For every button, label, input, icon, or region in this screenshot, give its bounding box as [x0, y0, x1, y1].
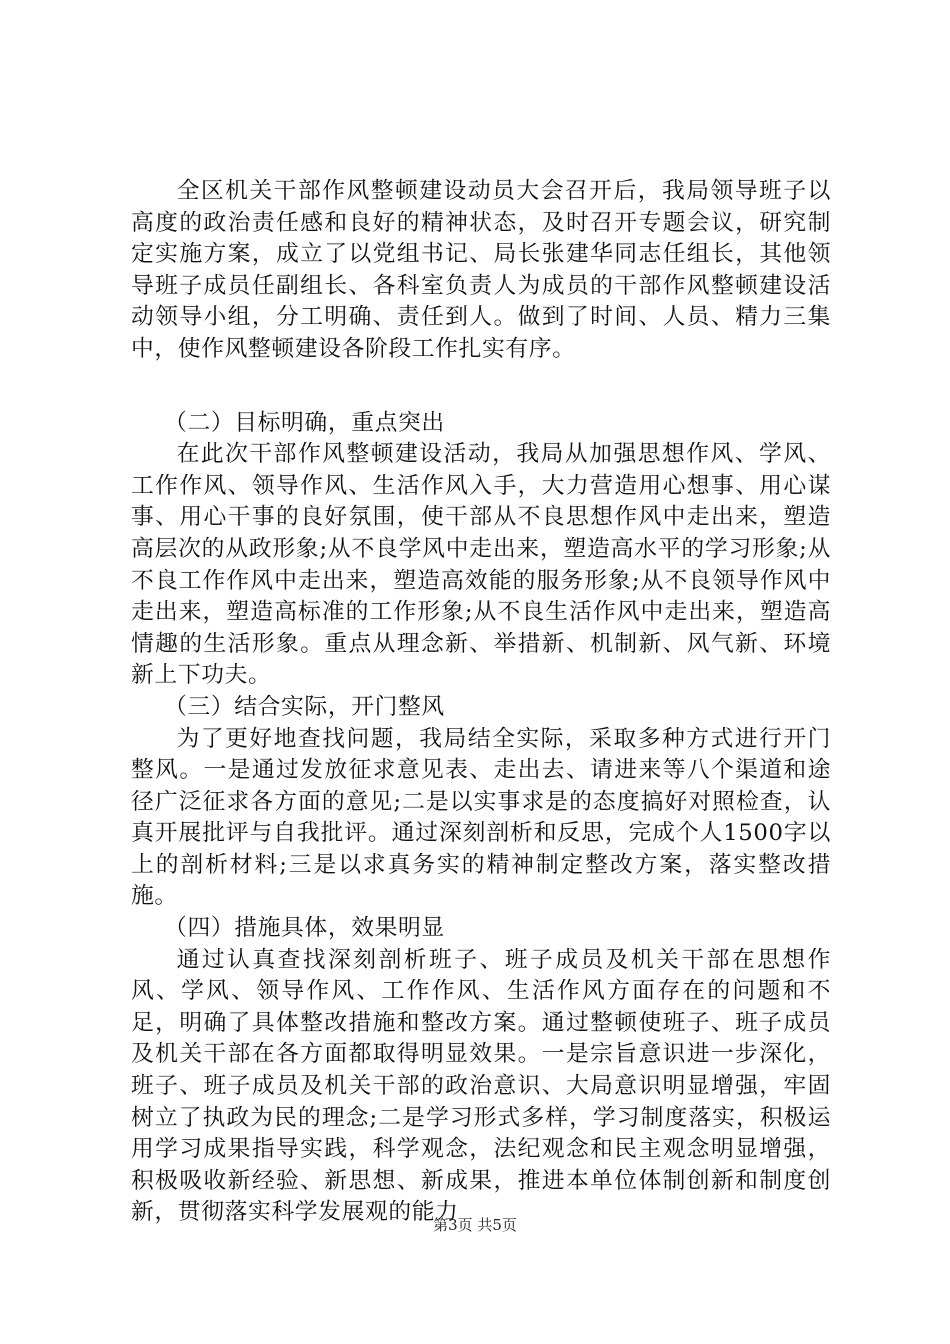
section-heading-3: （三）结合实际，开门整风: [164, 693, 445, 720]
document-body: [131, 176, 831, 1229]
paragraph-section-2: 在此次干部作风整顿建设活动，我局从加强思想作风、学风、工作作风、领导作风、生活作风入手，大力营造用心想事、用心谋事、用心干事的良好氛围，使干部从不良思想作风中走出来，塑造高层次的从政形象;从不良学风中走出来，塑造高水平的学习形象;从不良工作作风中走出来，塑造高效能的服务形象;从不良领导作风中走出来，塑造高标准的工作形象;从不良生活作风中走出来，塑造高情趣的生活形象。重点从理念新、举措新、机制新、风气新、环境新上下功夫。: [131, 441, 831, 689]
section-heading-4: （四）措施具体，效果明显: [164, 915, 445, 942]
paragraph-section-4: 通过认真查找深刻剖析班子、班子成员及机关干部在思想作风、学风、领导作风、工作作风、生活作风方面存在的问题和不足，明确了具体整改措施和整改方案。通过整顿使班子、班子成员及机关干部在各方面都取得明显效果。一是宗旨意识进一步深化，班子、班子成员及机关干部的政治意识、大局意识明显增强，牢固树立了执政为民的理念;二是学习形式多样，学习制度落实，积极运用学习成果指导实践，科学观念，法纪观念和民主观念明显增强，积极吸收新经验、新思想、新成果，推进本单位体制创新和制度创新，贯彻落实科学发展观的能力: [131, 946, 831, 1226]
section-heading-2: （二）目标明确，重点突出: [164, 409, 445, 436]
paragraph-section-3: 为了更好地查找问题，我局结全实际，采取多种方式进行开门整风。一是通过发放征求意见表、走出去、请进来等八个渠道和途径广泛征求各方面的意见;二是以实事求是的态度搞好对照检查，认真开展批评与自我批评。通过深刻剖析和反思，完成个人1500字以上的剖析材料;三是以求真务实的精神制定整改方案，落实整改措施。: [131, 725, 831, 910]
page-footer: 第3页 共5页: [433, 1216, 517, 1234]
paragraph-intro: 全区机关干部作风整顿建设动员大会召开后，我局领导班子以高度的政治责任感和良好的精神状态，及时召开专题会议，研究制定实施方案，成立了以党组书记、局长张建华同志任组长，其他领导班子成员任副组长、各科室负责人为成员的干部作风整顿建设活动领导小组，分工明确、责任到人。做到了时间、人员、精力三集中，使作风整顿建设各阶段工作扎实有序。: [131, 178, 831, 362]
